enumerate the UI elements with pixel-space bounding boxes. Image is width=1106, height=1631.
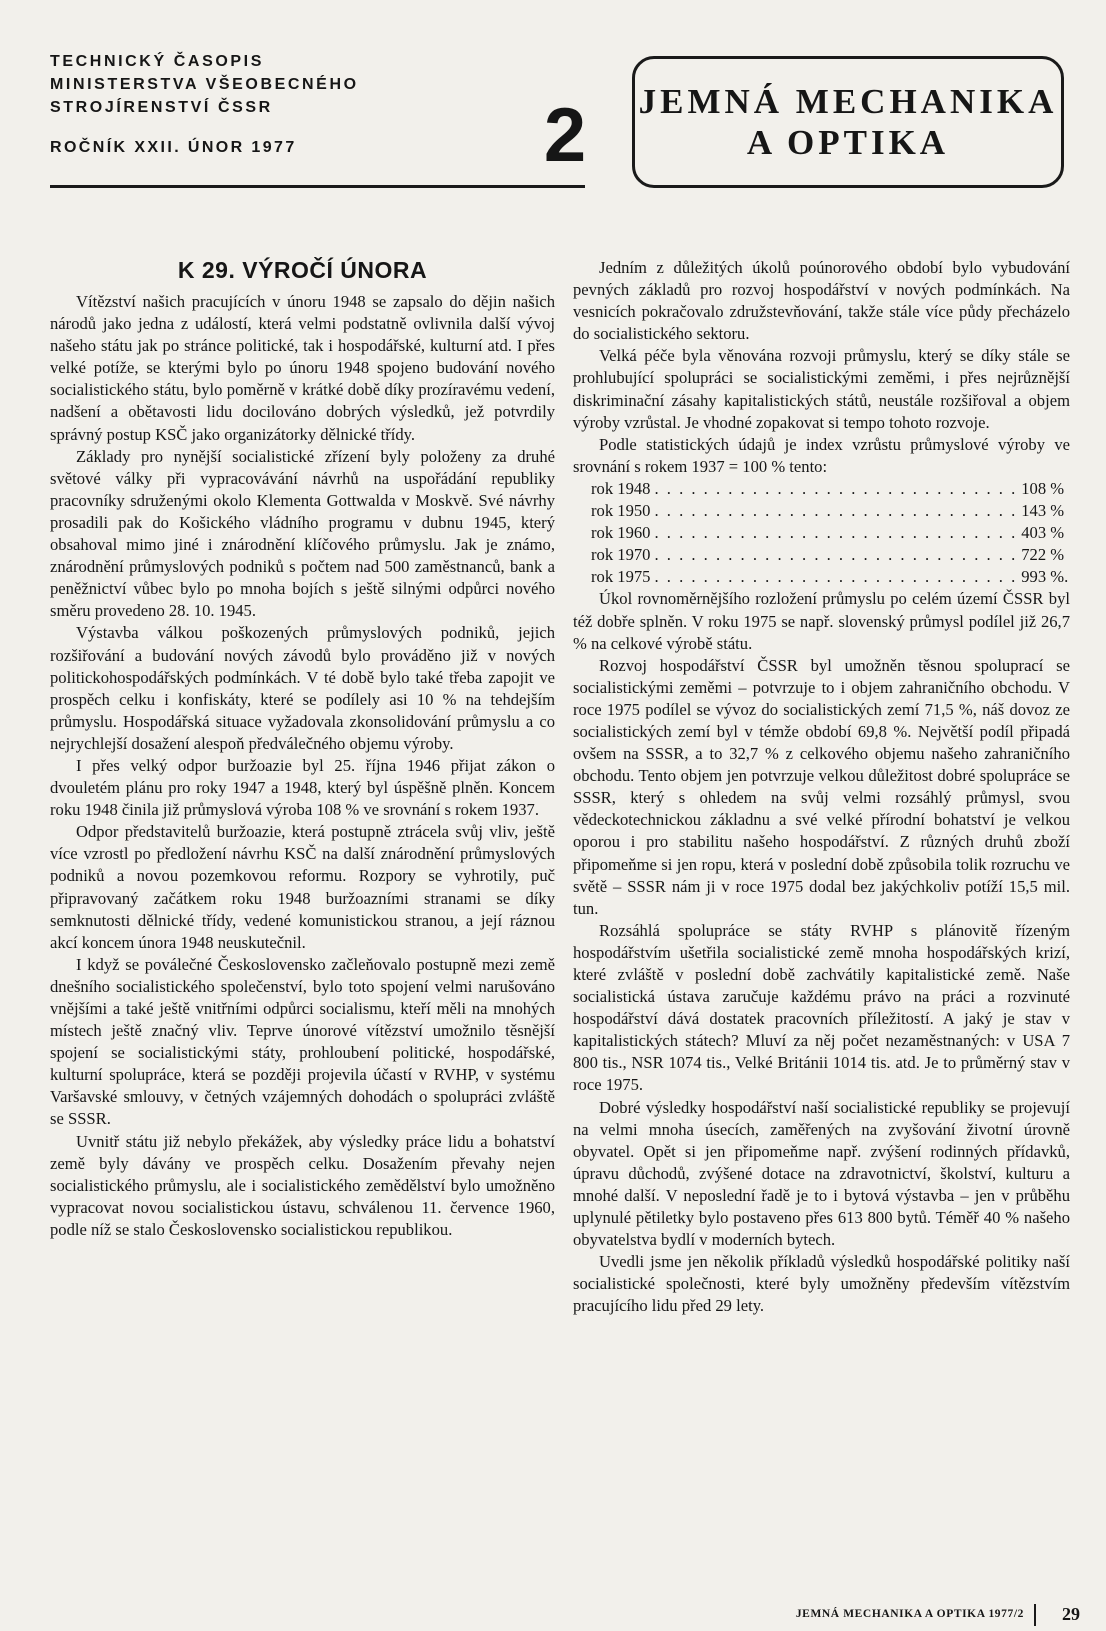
left-paragraph: Uvnitř státu již nebylo překážek, aby výsledky práce lidu a bohatství země byly dávány ve prospěch celku. Dosažením převahy nejen socialistického průmyslu, ale i socialistického zemědělství bylo umožněno vypracovat novou socialistickou ústavu, schválenou 11. července 1960, podle níž se stalo Československo socialistickou republikou. (50, 1131, 555, 1239)
issue-number: 2 (543, 93, 587, 178)
journal-title-line-1: JEMNÁ MECHANIKA (638, 82, 1058, 121)
leader-dots: . . . . . . . . . . . . . . . . . . . . . . . . . . . . . . (654, 545, 1018, 565)
index-year: rok 1960 (591, 523, 651, 543)
left-paragraph: Základy pro nynější socialistické zřízení byly položeny za druhé světové války při vypracovávání návrhů na uspořádání republiky pracovníky sdruženými okolo Klementa Gottwalda v Moskvě. Své návrhy prosadili pak do Košického vládního programu v dubnu 1945, který obsahoval mimo jiné i znárodnění klíčového průmyslu. Jak je známo, znárodnění průmyslových podniků s počtem nad 500 zaměstnanců, bank a peněžnictví vůbec bylo po mnoha bojích s ještě silnými odpůrci nového směru provedeno 28. 10. 1945. (50, 446, 555, 621)
journal-title-box (632, 56, 1064, 188)
production-index-table (591, 478, 1069, 588)
index-row (591, 544, 1065, 566)
left-paragraph: Výstavba válkou poškozených průmyslových podniků, jejich rozšiřování a budování nových závodů bylo prováděno již v nových politickohospodářských podmínkách. V té době bylo také třeba zapojit ve prospěch celku i konfiskáty, které se podílely asi 10 % na tehdejším průmyslu. Hospodářská situace vyžadovala zkonsolidování průmyslu a co nejrychlejší dosažení alespoň předválečného objemu výroby. (50, 623, 555, 753)
left-paragraph: Vítězství našich pracujících v únoru 1948 se zapsalo do dějin našich národů jako jedna z událostí, která velmi podstatně ovlivnila další vývoj našeho státu jak po stránce politické, tak i hospodářské, kulturní atd. I přes velké potíže, se kterými bylo po únoru 1948 spojeno budování nového socialistického státu, bylo poměrně v krátké době díky prozíravému vedení, nadšení a obětavosti lidu docilováno dobrých výsledků, jež potvrdily správný postup KSČ jako organizátorky dělnické třídy. (50, 292, 555, 444)
footer-journal-title: JEMNÁ MECHANIKA A OPTIKA 1977/2 (795, 1608, 1024, 1620)
article-heading: K 29. VÝROČÍ ÚNORA (177, 257, 428, 283)
leader-dots: . . . . . . . . . . . . . . . . . . . . . . . . . . . . . . (654, 567, 1018, 587)
left-paragraph: I když se poválečné Československo začleňovalo postupně mezi země dnešního socialistického společenství, bylo toto spojení velmi narušováno vnějšími a také ještě vnitřními odpůrci socialismu, kteří měli na mnohých místech ještě značný vliv. Teprve únorové vítězství umožnilo těsnější spojení se socialistickými státy, prohloubení politické, hospodářské, kulturní spolupráce, která se později projevila účastí v RVHP, v systému Varšavské smlouvy, v četných vzájemných dohodách o spolupráci zvláště se SSSR. (50, 954, 555, 1129)
masthead-publisher (50, 50, 585, 157)
index-row (591, 522, 1065, 544)
index-value: 722 % (1021, 545, 1065, 565)
right-paragraph: Úkol rovnoměrnějšího rozložení průmyslu po celém území ČSSR byl též dobře splněn. V roku 1975 se např. slovenský průmysl podílel již 26,7 % na celkové výrobě státu. (573, 589, 1070, 653)
index-year: rok 1975 (591, 567, 651, 587)
publisher-line-3: STROJÍRENSTVÍ ČSSR (50, 99, 273, 116)
leader-dots: . . . . . . . . . . . . . . . . . . . . . . . . . . . . . . (654, 501, 1018, 521)
page-footer (760, 1604, 1080, 1626)
index-value: 143 % (1021, 501, 1065, 521)
left-paragraph: I přes velký odpor buržoazie byl 25. října 1946 přijat zákon o dvouletém plánu pro roky 1947 a 1948, který byl úspěšně plněn. Koncem roku 1948 činila již průmyslová výroba 108 % ve srovnání s rokem 1937. (50, 755, 555, 820)
right-paragraph: Dobré výsledky hospodářství naší socialistické republiky se projevují na velmi mnoha úsecích, zaměřených na zvyšování životní úrovně obyvatel. Opět si jen připomeňme např. zvýšení rodinných přídavků, úpravu důchodů, zvýšené dotace na zdravotnictví, školství, kulturu a mnohé další. V neposlední řadě je to i bytová výstavba – jen v průběhu uplynulé pětiletky bylo postaveno přes 613 800 bytů. Téměř 40 % našeho obyvatelstva bydlí v moderních bytech. (573, 1097, 1070, 1250)
page-number: 29 (1062, 1604, 1080, 1624)
right-paragraph: Uvedli jsme jen několik příkladů výsledků hospodářské politiky naší socialistické společnosti, které byly umožněny především vítězstvím pracujícího lidu před 29 lety. (573, 1252, 1070, 1316)
index-year: rok 1948 (591, 478, 651, 498)
right-paragraph: Rozvoj hospodářství ČSSR byl umožněn těsnou spoluprací se socialistickými zeměmi – potvrzuje to i objem zahraničního obchodu. V roce 1975 podílel se vývoz do socialistických zemí 71,5 %, náš dovoz ze socialistických zemí byl v témže období 69,8 %. Největší podíl připadá ovšem na SSSR, a to 32,7 % z celkového objemu našeho zahraničního obchodu. Tento objem jen potvrzuje velkou důležitost dobré spolupráce se SSSR, který s ohledem na svůj velmi rozsáhlý průmysl, svou vědeckotechnickou základnu a své velké přírodní bohatství je velkou oporou i pro stabilitu našeho hospodářství. Z různých druhů zboží připomeňme si jen ropu, která v poslední době způsobila tolik rozruchu ve světě – SSSR nám ji v roce 1975 dodal bez jakýchkoliv potíží 15,5 mil. tun. (573, 655, 1070, 918)
index-value: 403 % (1021, 523, 1065, 543)
index-row (591, 566, 1069, 588)
right-paragraph: Rozsáhlá spolupráce se státy RVHP s plánovitě řízeným hospodářstvím ušetřila socialistické země mnoha hospodářských krizí, které zvláště v poslední době zachvátily kapitalistické země. Naše socialistická ústava zaručuje každému právo na práci a rozvinuté hospodářství dává dostatek pracovních příležitostí. A jaký je stav v kapitalistických státech? Mluví za něj počet nezaměstnaných: v USA 7 800 tis., NSR 1074 tis., Velké Británii 1014 tis. atd. Je to průměrný stav v roce 1975. (573, 920, 1070, 1095)
index-row (591, 478, 1065, 500)
right-paragraph: Velká péče byla věnována rozvoji průmyslu, který se díky stále se prohlubující spolupráci se socialistickými zeměmi, i přes nejrůznější diskriminační zásahy kapitalistických států, neustále rozšiřoval a objem výroby vzrůstal. Je vhodné zopakovat si tempo tohoto rozvoje. (573, 346, 1070, 432)
index-value: 993 %. (1021, 567, 1069, 587)
right-paragraph: Jedním z důležitých úkolů poúnorového období bylo vybudování pevných základů pro rozvoj hospodářství v nových podmínkách. Na vesnicích pokračovalo združstevňování, takže stále více půdy přecházelo do socialistického sektoru. (573, 258, 1070, 344)
right-paragraph: Podle statistických údajů je index vzrůstu průmyslové výroby ve srovnání s rokem 1937 = 100 % tento: (573, 434, 1070, 476)
leader-dots: . . . . . . . . . . . . . . . . . . . . . . . . . . . . . . (654, 523, 1018, 543)
publisher-line-2: MINISTERSTVA VŠEOBECNÉHO (50, 76, 359, 93)
index-year: rok 1950 (591, 501, 651, 521)
issue-volume-date: ROČNÍK XXII. ÚNOR 1977 (50, 139, 297, 156)
article-right-column (573, 257, 1070, 1318)
article-left-column (50, 250, 555, 1241)
index-row (591, 500, 1065, 522)
index-value: 108 % (1021, 478, 1065, 498)
footer-divider (1034, 1604, 1036, 1626)
index-year: rok 1970 (591, 545, 651, 565)
masthead-rule (50, 185, 585, 188)
leader-dots: . . . . . . . . . . . . . . . . . . . . . . . . . . . . . . (654, 478, 1018, 498)
left-paragraph: Odpor představitelů buržoazie, která postupně ztrácela svůj vliv, ještě více vzrostl po předložení návrhu KSČ na další znárodnění průmyslových podniků a novou pozemkovou reformu. Rozpory se vyhrotily, puč připravovaný začátkem roku 1948 buržoazními stranami se díky semknutosti dělnické třídy, vedené komunistickou stranou, a její ráznou akcí koncem února 1948 neuskutečnil. (50, 822, 555, 952)
publisher-line-1: TECHNICKÝ ČASOPIS (50, 53, 264, 70)
journal-title-line-2: A OPTIKA (746, 123, 950, 162)
